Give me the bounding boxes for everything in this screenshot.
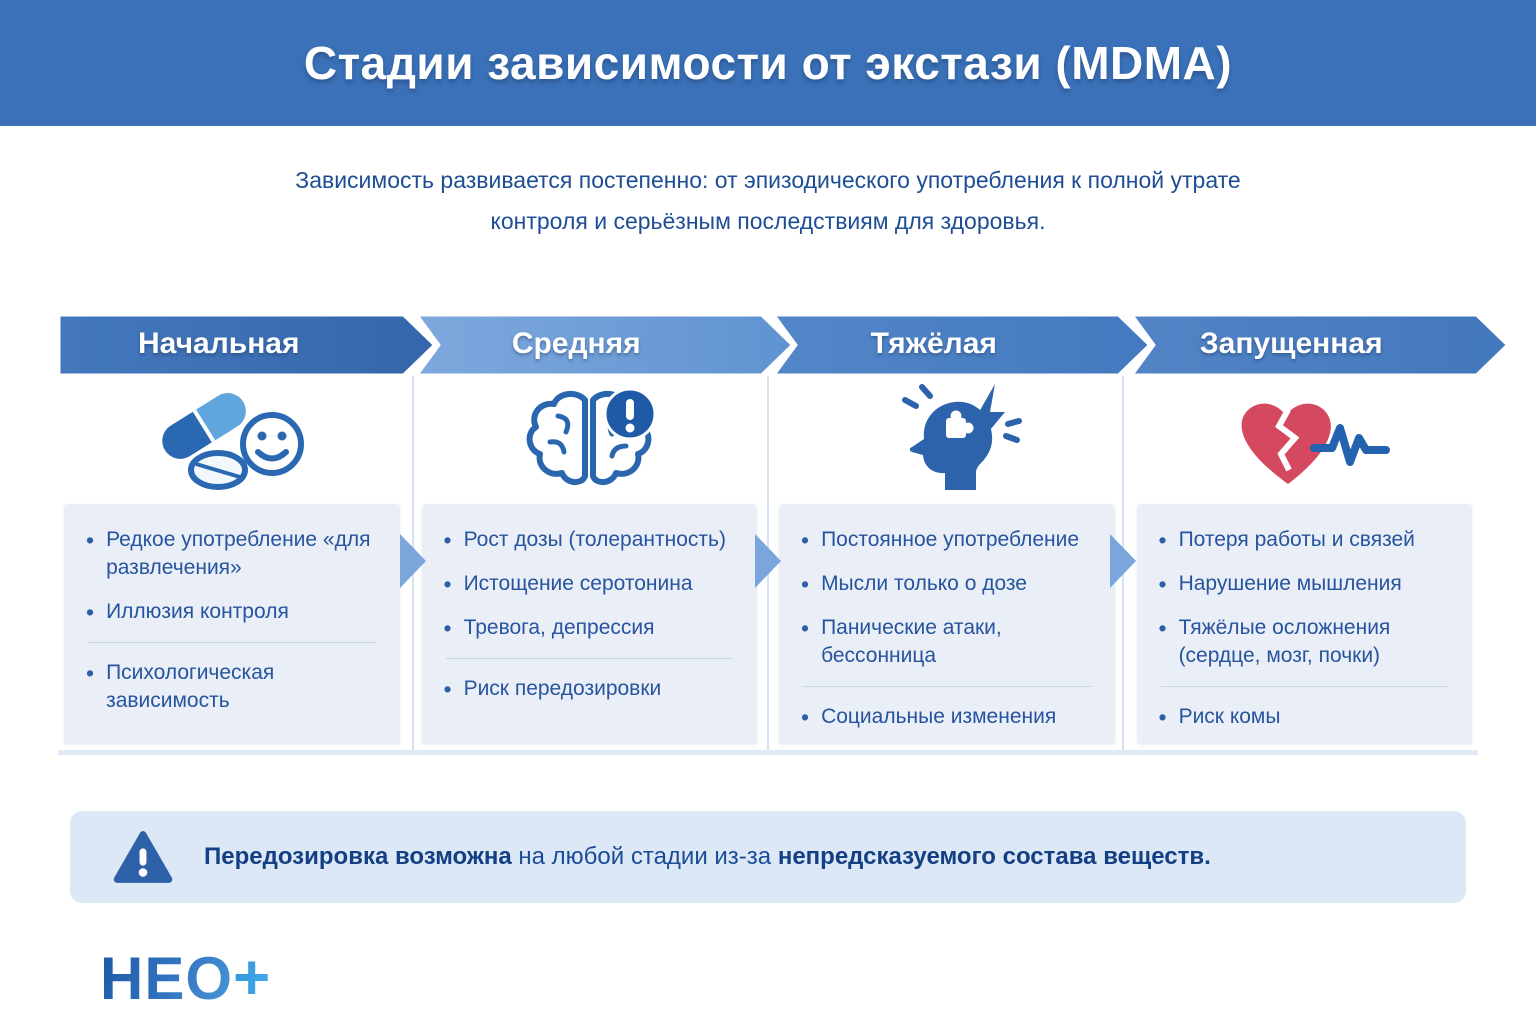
stage-item: • Нарушение мышления bbox=[1159, 570, 1455, 598]
stage-ribbon-label: Начальная bbox=[137, 327, 300, 360]
stage-item: • Постоянное употребление bbox=[801, 526, 1097, 554]
stage-ribbon-1 bbox=[58, 314, 406, 376]
stages-section bbox=[58, 314, 1478, 755]
stage-item: • Риск передозировки bbox=[444, 675, 740, 703]
stage-ribbons bbox=[58, 314, 1478, 376]
warning-bold-end: непредсказуемого состава веществ. bbox=[777, 843, 1211, 870]
stage-item: • Тревога, депрессия bbox=[444, 614, 740, 642]
stage-item: • Тяжёлые осложнения (сердце, мозг, почки) bbox=[1159, 614, 1455, 670]
stage-icon-zone bbox=[1131, 376, 1479, 504]
stage-icon-zone bbox=[773, 376, 1121, 504]
stage-item: • Истощение серотонина bbox=[444, 570, 740, 598]
neo-plus-logo bbox=[100, 941, 1536, 1013]
stage-ribbon-2 bbox=[416, 314, 764, 376]
header-banner bbox=[0, 0, 1536, 126]
stage-card bbox=[64, 504, 400, 744]
head-lightning-icon bbox=[872, 384, 1022, 496]
logo-text: НЕО bbox=[100, 945, 234, 1012]
stage-card bbox=[779, 504, 1115, 744]
stage-columns bbox=[58, 376, 1478, 750]
broken-heart-ekg-icon bbox=[1214, 384, 1394, 496]
stage-column-2 bbox=[416, 376, 764, 750]
stage-column-3 bbox=[773, 376, 1121, 750]
stage-icon-zone bbox=[58, 376, 406, 504]
stage-item: • Рост дозы (толерантность) bbox=[444, 526, 740, 554]
stage-item: • Потеря работы и связей bbox=[1159, 526, 1455, 554]
item-divider bbox=[803, 686, 1091, 687]
warning-text bbox=[204, 843, 1211, 871]
stage-icon-zone bbox=[416, 376, 764, 504]
stage-item: • Социальные изменения bbox=[801, 703, 1097, 731]
intro-line-2: контроля и серьёзным последствиям для здоровья. bbox=[490, 208, 1046, 234]
stage-item: • Мысли только о дозе bbox=[801, 570, 1097, 598]
warning-bold-start: Передозировка возможна bbox=[204, 843, 512, 870]
item-divider bbox=[446, 658, 734, 659]
warning-triangle-icon bbox=[112, 829, 174, 885]
stage-ribbon-4 bbox=[1131, 314, 1479, 376]
intro-line-1: Зависимость развивается постепенно: от эпизодического употребления к полной утрате bbox=[295, 167, 1241, 193]
stage-ribbon-label: Средняя bbox=[511, 327, 641, 360]
stage-item: • Панические атаки, бессонница bbox=[801, 614, 1097, 670]
stage-column-1 bbox=[58, 376, 406, 750]
page-title: Стадии зависимости от экстази (MDMA) bbox=[303, 37, 1233, 89]
logo-plus-icon: + bbox=[233, 941, 272, 1013]
pills-smiley-icon bbox=[152, 384, 312, 496]
stage-column-4 bbox=[1131, 376, 1479, 750]
stage-card bbox=[422, 504, 758, 744]
stage-item: • Психологическая зависимость bbox=[86, 659, 382, 715]
stage-ribbon-3 bbox=[773, 314, 1121, 376]
brain-alert-icon bbox=[514, 384, 664, 496]
stage-ribbon-label: Тяжёлая bbox=[870, 327, 997, 360]
warning-banner bbox=[70, 811, 1466, 903]
stage-item: • Иллюзия контроля bbox=[86, 598, 382, 626]
stage-card bbox=[1137, 504, 1473, 744]
stage-ribbon-label: Запущенная bbox=[1199, 327, 1383, 360]
item-divider bbox=[88, 642, 376, 643]
stage-item: • Редкое употребление «для развлечения» bbox=[86, 526, 382, 582]
stage-item: • Риск комы bbox=[1159, 703, 1455, 731]
intro-text bbox=[0, 160, 1536, 242]
warning-normal: на любой стадии из-за bbox=[511, 843, 778, 870]
item-divider bbox=[1161, 686, 1449, 687]
